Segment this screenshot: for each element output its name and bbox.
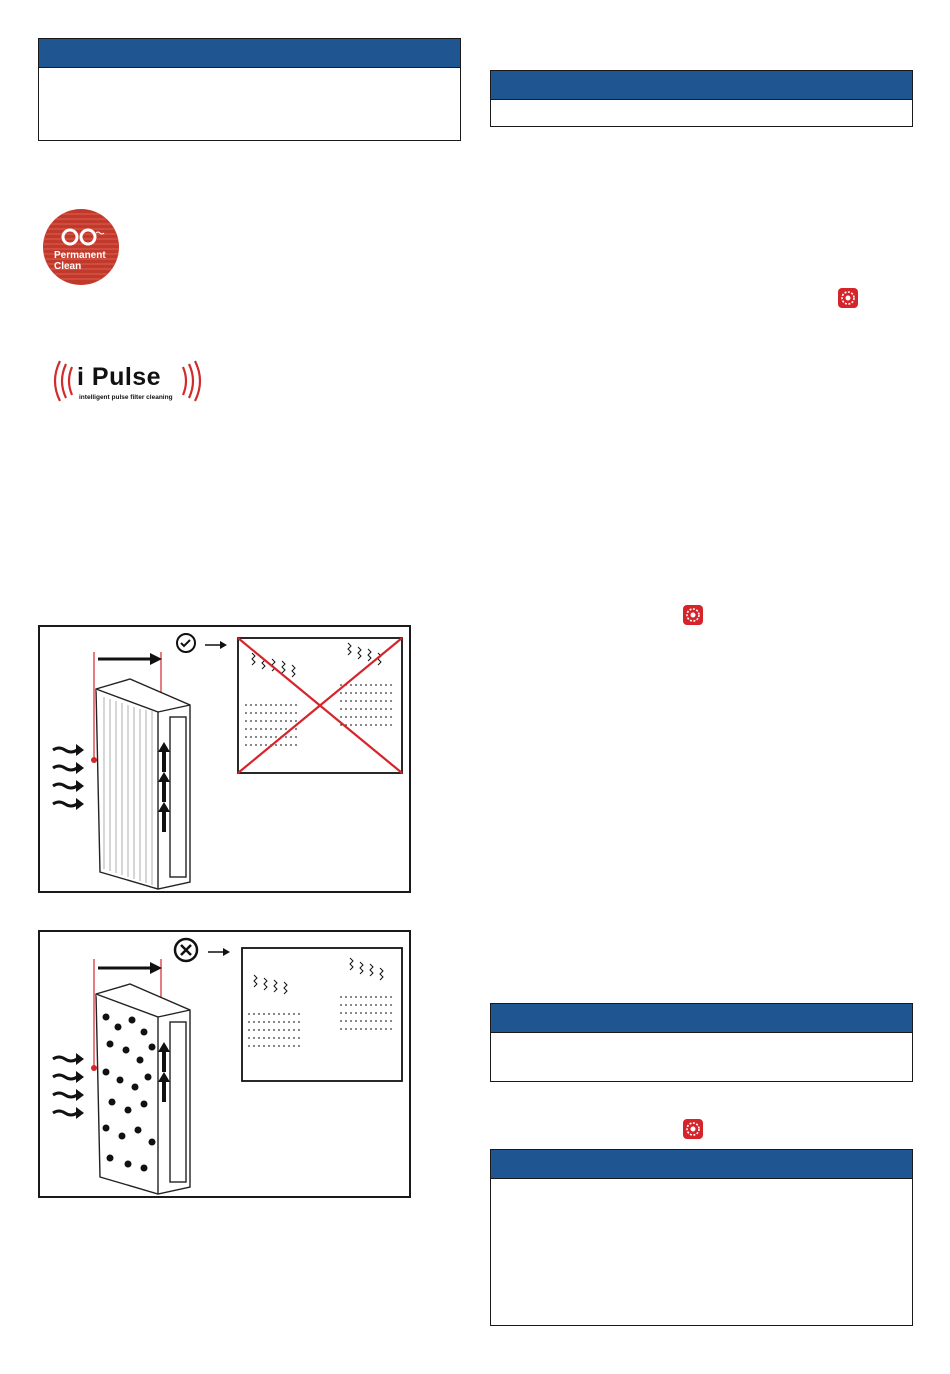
service-icon-2	[682, 604, 704, 626]
check-icon	[177, 634, 195, 652]
ipulse-wordmark: i Pulse	[77, 363, 162, 391]
info-box-right-bottom	[490, 1149, 913, 1326]
info-box-right-top	[490, 70, 913, 127]
permanent-clean-logo	[42, 208, 120, 286]
info-box-header	[39, 39, 460, 68]
info-box-header	[491, 1004, 912, 1033]
permanent-clean-line2: Clean	[54, 261, 82, 272]
ipulse-tagline: intelligent pulse filter cleaning	[79, 394, 173, 401]
service-icon-3	[682, 1118, 704, 1140]
cross-icon	[175, 939, 197, 961]
info-box-right-middle	[490, 1003, 913, 1082]
figure-clean-filter	[38, 625, 411, 893]
figure-clogged-filter	[38, 930, 411, 1198]
info-box-header	[491, 71, 912, 100]
info-box-header	[491, 1150, 912, 1179]
permanent-clean-line1: Permanent	[54, 250, 106, 261]
service-icon-1	[837, 287, 859, 309]
info-box-left-top	[38, 38, 461, 141]
ipulse-logo	[50, 355, 205, 407]
